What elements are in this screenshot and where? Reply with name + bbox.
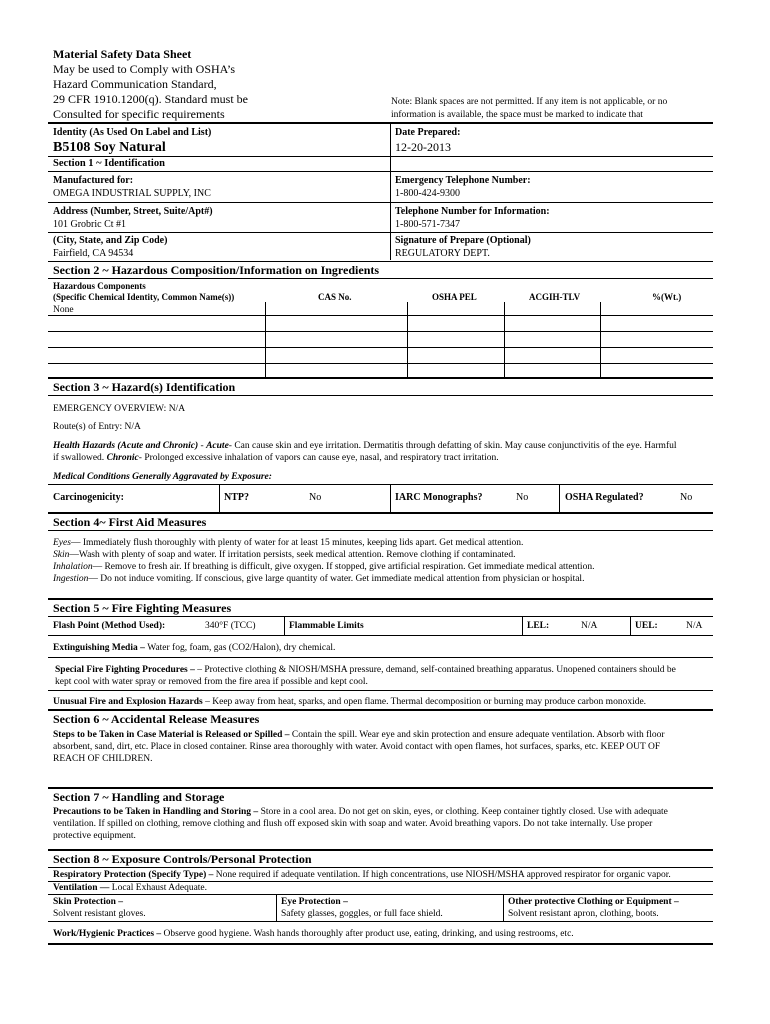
first-aid-eyes [53, 537, 523, 549]
manufactured-for-label: Manufactured for: [53, 175, 134, 186]
chronic-text: - Prolonged excessive inhalation of vapors can cause eye, nasal, and respiratory tract irritation. [138, 453, 499, 463]
lel-value: N/A [581, 621, 598, 631]
eye-protection-value: Safety glasses, goggles, or full face shield. [281, 909, 443, 919]
release-steps-label: Steps to be Taken in Case Material is Released or Spilled – [53, 730, 292, 740]
section-5-title: Section 5 ~ Fire Fighting Measures [53, 601, 232, 615]
signature-label: Signature of Prepare (Optional) [395, 235, 531, 246]
section-2-title: Section 2 ~ Hazardous Composition/Information on Ingredients [53, 263, 380, 277]
special-procedures-line-2: kept cool with water spray or removed from the fire area if possible and kept cool. [55, 677, 368, 687]
section-1-title: Section 1 ~ Identification [53, 158, 165, 169]
unusual-hazards-label: Unusual Fire and Explosion Hazards [53, 697, 203, 707]
ntp-value: No [309, 492, 322, 503]
section-7-title: Section 7 ~ Handling and Storage [53, 790, 225, 804]
work-hygienic-text: Observe good hygiene. Wash hands thoroughly after product use, eating, drinking, and using restrooms, etc. [163, 929, 574, 939]
release-steps-text-1: Contain the spill. Wear eye and skin protection and ensure adequate ventilation. Absorb with floor [291, 730, 665, 740]
eye-protection-label: Eye Protection – [281, 897, 348, 907]
first-aid-ingestion [53, 573, 584, 585]
iarc-label: IARC Monographs? [395, 492, 483, 503]
identity-label: Identity (As Used On Label and List) [53, 127, 212, 138]
release-steps-line-2: absorbent, sand, dirt, etc. Place in closed container. Rinse area thoroughly with water. Avoid contact with open flames, hot surfaces, sparks, etc. KEEP OUT OF [53, 742, 661, 752]
city-label: (City, State, and Zip Code) [53, 235, 168, 246]
flash-point-value: 340°F (TCC) [205, 621, 256, 631]
precautions-label: Precautions to be Taken in Handling and Storing – [53, 807, 261, 817]
col-cas-no: CAS No. [318, 292, 352, 302]
eyes-text: — Immediately flush thoroughly with plenty of water for at least 15 minutes, keeping lids apart. Get medical attention. [70, 538, 524, 548]
flash-point-label: Flash Point (Method Used): [53, 621, 166, 631]
first-aid-skin [53, 549, 516, 561]
health-hazards-line-1: Health Hazards (Acute and Chronic) - Acute- Can cause skin and eye irritation. Dermatitis through defatting of skin. May cause conjunctivitis of the eye. Harmful [53, 441, 677, 451]
chronic-label: Chronic [106, 453, 139, 463]
respiratory-protection [53, 869, 671, 881]
respiratory-protection-label: Respiratory Protection (Specify Type) – [53, 870, 216, 880]
info-phone-value: 1-800-571-7347 [395, 219, 460, 230]
col-osha-pel: OSHA PEL [432, 292, 477, 302]
col-acgih-tlv: ACGIH-TLV [529, 292, 581, 302]
emergency-phone-value: 1-800-424-9300 [395, 188, 460, 199]
extinguishing-media-label: Extinguishing Media – [53, 643, 148, 653]
flammable-limits-label: Flammable Limits [289, 621, 364, 631]
city-value: Fairfield, CA 94534 [53, 248, 134, 259]
first-aid-inhalation [53, 561, 594, 573]
release-steps-line-1 [53, 729, 665, 741]
date-prepared-value: 12-20-2013 [395, 140, 451, 154]
precautions-text-1: Store in a cool area. Do not get on skin, eyes, or clothing. Keep container tightly closed. Use with adequate [260, 807, 668, 817]
skin-protection-value: Solvent resistant gloves. [53, 909, 146, 919]
special-procedures-text-1: – Protective clothing & NIOSH/MSHA pressure, demand, self-contained breathing apparatus. Unopened containers should be [197, 665, 676, 675]
uel-label: UEL: [635, 621, 658, 631]
ingestion-label: Ingestion [53, 574, 89, 584]
uel-value: N/A [686, 621, 703, 631]
col-hazardous-components: Hazardous Components [53, 281, 146, 291]
signature-value: REGULATORY DEPT. [395, 248, 490, 259]
osha-regulated-label: OSHA Regulated? [565, 492, 644, 503]
section-6-title: Section 6 ~ Accidental Release Measures [53, 712, 260, 726]
extinguishing-media-text: Water fog, foam, gas (CO2/Halon), dry chemical. [147, 643, 336, 653]
acute-label: Acute [206, 441, 229, 451]
note-line-2: information is available, the space must be marked to indicate that [391, 110, 643, 120]
acute-text: - Can cause skin and eye irritation. Dermatitis through defatting of skin. May cause conjunctivitis of the eye. Harmful [228, 441, 677, 451]
unusual-hazards-text: – Keep away from heat, sparks, and open flame. Thermal decomposition or burning may produce carbon monoxide. [202, 697, 647, 707]
other-protective-label: Other protective Clothing or Equipment – [508, 897, 679, 907]
medical-conditions: Medical Conditions Generally Aggravated by Exposure: [53, 472, 272, 482]
osha-regulated-value: No [680, 492, 693, 503]
routes-of-entry: Route(s) of Entry: N/A [53, 422, 141, 432]
release-steps-line-3: REACH OF CHILDREN. [53, 754, 153, 764]
precautions-line-1 [53, 806, 668, 818]
iarc-value: No [516, 492, 529, 503]
product-identity: B5108 Soy Natural [53, 140, 166, 155]
col-wt: %(Wt.) [652, 292, 682, 302]
ventilation-text: Local Exhaust Adequate. [111, 883, 208, 893]
skin-protection-label: Skin Protection – [53, 897, 124, 907]
other-protective-value: Solvent resistant apron, clothing, boots. [508, 909, 659, 919]
header-line-4: 29 CFR 1910.1200(q). Standard must be [53, 92, 248, 106]
ntp-label: NTP? [224, 492, 249, 503]
precautions-line-3: protective equipment. [53, 831, 136, 841]
unusual-hazards [53, 696, 646, 708]
emergency-overview: EMERGENCY OVERVIEW: N/A [53, 404, 186, 414]
special-procedures-line-1 [55, 664, 676, 676]
lel-label: LEL: [527, 621, 550, 631]
ingredient-row-1: None [53, 305, 74, 315]
special-procedures-label: Special Fire Fighting Procedures – [55, 665, 198, 675]
health-hazards-line-2 [53, 452, 499, 464]
inhalation-label: Inhalation [53, 562, 93, 572]
document-title: Material Safety Data Sheet [53, 47, 192, 61]
manufactured-for-value: OMEGA INDUSTRIAL SUPPLY, INC [53, 188, 211, 199]
ventilation [53, 882, 207, 894]
section-8-title: Section 8 ~ Exposure Controls/Personal Protection [53, 852, 312, 866]
info-phone-label: Telephone Number for Information: [395, 206, 550, 217]
date-prepared-label: Date Prepared: [395, 127, 461, 138]
precautions-line-2: ventilation. If spilled on clothing, remove clothing and flush off exposed skin with soap and water. Avoid breathing vapors. Do not take internally. Use proper [53, 819, 653, 829]
ingestion-text: — Do not induce vomiting. If conscious, give large quantity of water. Get immediate medical attention from physician or hospital. [88, 574, 585, 584]
header-line-3: Hazard Communication Standard, [53, 77, 217, 91]
address-value: 101 Grobric Ct #1 [53, 219, 127, 230]
extinguishing-media [53, 642, 335, 654]
work-hygienic-label: Work/Hygienic Practices – [53, 929, 164, 939]
work-hygienic-practices [53, 928, 574, 940]
health-hazards-label: Health Hazards (Acute and Chronic) [53, 441, 199, 451]
if-swallowed: if swallowed. [53, 453, 107, 463]
note-line-1: Note: Blank spaces are not permitted. If any item is not applicable, or no [391, 97, 668, 107]
header-line-2: May be used to Comply with OSHA’s [53, 62, 236, 76]
section-4-title: Section 4~ First Aid Measures [53, 515, 207, 529]
eyes-label: Eyes [53, 538, 71, 548]
carcinogenicity-label: Carcinogenicity: [53, 492, 124, 503]
address-label: Address (Number, Street, Suite/Apt#) [53, 206, 213, 217]
section-3-title: Section 3 ~ Hazard(s) Identification [53, 380, 236, 394]
col-chemical-identity: (Specific Chemical Identity, Common Name(s)) [53, 292, 235, 302]
skin-label: Skin [53, 550, 70, 560]
respiratory-protection-text: None required if adequate ventilation. If high concentrations, use NIOSH/MSHA approved respirator for organic vapor. [215, 870, 671, 880]
skin-text: —Wash with plenty of soap and water. If irritation persists, seek medical attention. Remove clothing if contaminated. [69, 550, 516, 560]
inhalation-text: — Remove to fresh air. If breathing is difficult, give oxygen. If stopped, give artificial respiration. Get immediate medical attention. [92, 562, 595, 572]
header-line-5: Consulted for specific requirements [53, 107, 225, 121]
emergency-phone-label: Emergency Telephone Number: [395, 175, 531, 186]
ventilation-label: Ventilation — [53, 883, 112, 893]
